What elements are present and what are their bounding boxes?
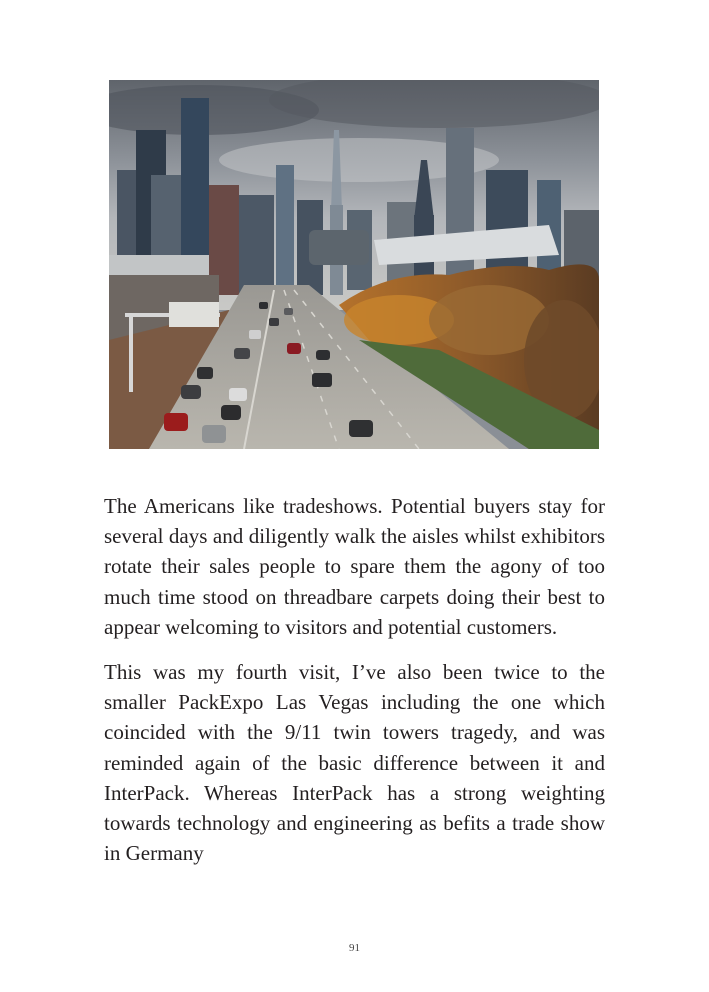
city-highway-photo bbox=[109, 80, 599, 449]
paragraph-1: The Americans like tradeshows. Potential buyers stay for several days and diligently walk the aisles whilst exhibitors rotate their sales people to spare them the agony of too much time stood on threadbare carpets doing their best to appear welcoming to visitors and potential customers. bbox=[104, 494, 605, 639]
skyline-illustration bbox=[109, 80, 599, 449]
page-number: 91 bbox=[349, 942, 360, 954]
stadium bbox=[309, 230, 369, 265]
paragraph-2: This was my fourth visit, I’ve also been twice to the smaller PackExpo Las Vegas including the one which coincided with the 9/11 twin towers tragedy, and was reminded again of the basic difference between it and InterPack. Whereas InterPack has a strong weighting towards technology and engineering as befits a trade show in Germany bbox=[104, 660, 605, 866]
body-text bbox=[104, 491, 605, 883]
